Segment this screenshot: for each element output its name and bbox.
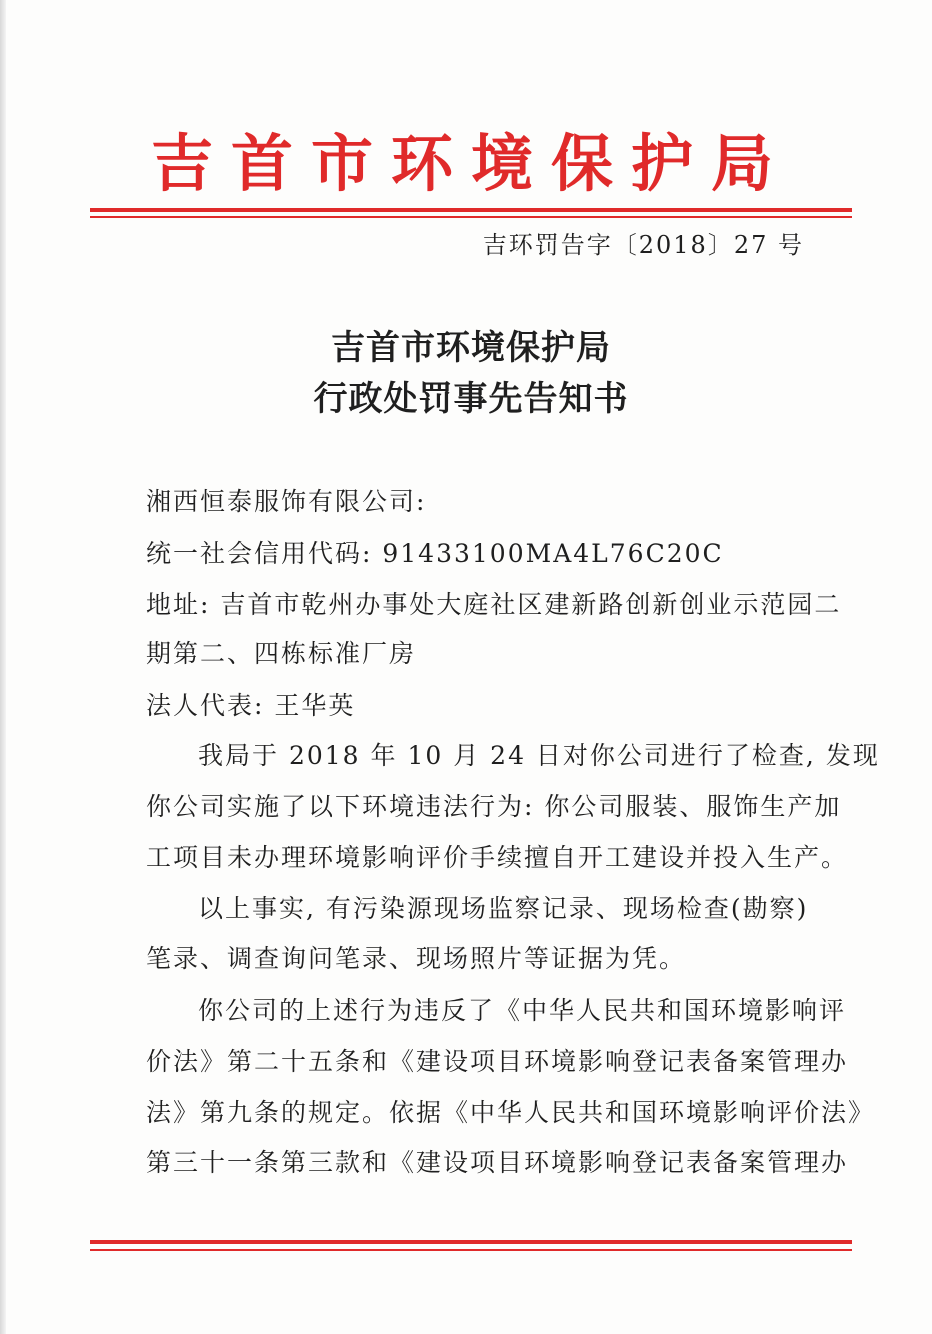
paragraph-1-line-2: 你公司实施了以下环境违法行为: 你公司服装、服饰生产加 [146,792,842,821]
letterhead-rule-thick [90,208,852,212]
document-title-line-1: 吉首市环境保护局 [331,328,611,368]
address-line-1: 地址: 吉首市乾州办事处大庭社区建新路创新创业示范园二 [146,590,842,619]
paragraph-3-line-4: 第三十一条第三款和《建设项目环境影响登记表备案管理办 [146,1148,849,1177]
scan-edge [0,0,6,1334]
legal-representative: 法人代表: 王华英 [146,691,356,720]
paragraph-2-line-2: 笔录、调查询问笔录、现场照片等证据为凭。 [146,944,687,973]
footer-rule-thick [90,1240,852,1244]
footer-rule-thin [90,1249,852,1251]
address-line-2: 期第二、四栋标准厂房 [146,639,417,668]
letterhead-agency-name: 吉首市环境保护局 [150,127,791,200]
paragraph-3-line-2: 价法》第二十五条和《建设项目环境影响登记表备案管理办 [146,1047,849,1076]
recipient-name: 湘西恒泰服饰有限公司: [146,487,427,516]
paragraph-1-line-1: 我局于 2018 年 10 月 24 日对你公司进行了检查, 发现 [198,741,880,770]
document-number: 吉环罚告字〔2018〕27 号 [482,231,804,259]
credit-code: 统一社会信用代码: 91433100MA4L76C20C [146,539,724,568]
paragraph-2-line-1: 以上事实, 有污染源现场监察记录、现场检查(勘察) [198,894,809,923]
paragraph-3-line-1: 你公司的上述行为违反了《中华人民共和国环境影响评 [198,996,847,1025]
letterhead-rule-thin [90,216,852,218]
paragraph-3-line-3: 法》第九条的规定。依据《中华人民共和国环境影响评价法》 [146,1098,876,1127]
paragraph-1-line-3: 工项目未办理环境影响评价手续擅自开工建设并投入生产。 [146,843,849,872]
document-title-line-2: 行政处罚事先告知书 [313,379,629,419]
